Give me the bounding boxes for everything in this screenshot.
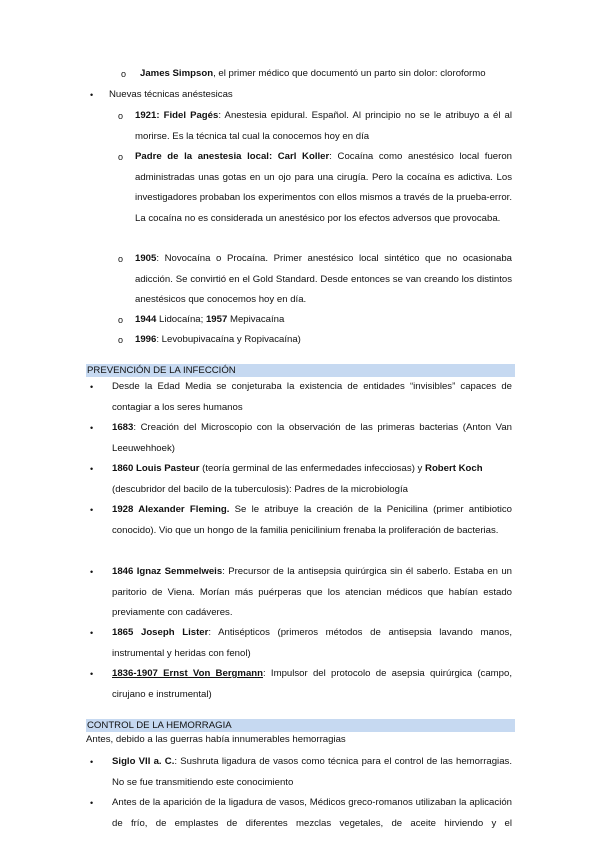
section-intro-hemorragia xyxy=(86,732,512,747)
list-item-greco-romanos xyxy=(90,793,512,834)
item-text: : Anestesia epidural. Español. Al principio no se le atribuyo a él al morirse. Es la técnica tal cual la conocemos hoy en día xyxy=(135,110,512,142)
item-bold: 1996 xyxy=(135,334,157,345)
sub-item-koller xyxy=(118,147,512,229)
section-heading-hemorragia: CONTROL DE LA HEMORRAGIA xyxy=(87,720,232,731)
list-item-lister xyxy=(90,623,512,664)
list-item-nuevas-tecnicas xyxy=(90,85,510,106)
circle-bullet-icon: o xyxy=(118,335,124,345)
item-bold: 1928 Alexander Fleming. xyxy=(112,504,230,515)
circle-bullet-icon: o xyxy=(121,69,127,79)
item-bold: 1683 xyxy=(112,422,134,433)
list-item-semmelweis xyxy=(90,562,512,624)
dot-bullet-icon: • xyxy=(90,567,94,577)
item-bold: 1865 Joseph Lister xyxy=(112,627,209,638)
list-item-edad-media xyxy=(90,377,512,418)
list-item-1683 xyxy=(90,418,512,459)
sub-item-1905 xyxy=(118,249,512,311)
dot-bullet-icon: • xyxy=(90,505,94,515)
item-bold: Siglo VII a. C. xyxy=(112,756,175,767)
item-text-2: Mepivacaína xyxy=(227,314,285,325)
list-item-sushruta xyxy=(90,752,512,793)
item-bold-2: Robert Koch xyxy=(425,463,483,474)
dot-bullet-icon: • xyxy=(90,757,94,767)
list-item-pasteur xyxy=(90,459,512,500)
section-heading-infeccion: PREVENCIÓN DE LA INFECCIÓN xyxy=(87,365,236,376)
item-bold-2: 1957 xyxy=(205,314,228,325)
item-text: Lidocaína; xyxy=(156,314,206,325)
item-text: Nuevas técnicas anéstesicas xyxy=(109,89,233,100)
dot-bullet-icon: • xyxy=(90,628,94,638)
item-text: : Levobupivacaína y Ropivacaína) xyxy=(156,334,301,345)
item-text: Desde la Edad Media se conjeturaba la existencia de entidades “invisibles” capaces de contagiar a los seres humanos xyxy=(112,381,512,413)
sub-item-1944 xyxy=(118,310,512,331)
item-text-2: (descubridor del bacilo de la tuberculosis): Padres de la microbiología xyxy=(112,483,408,495)
list-item-simpson xyxy=(121,64,521,85)
sub-item-1921 xyxy=(118,106,512,147)
circle-bullet-icon: o xyxy=(118,152,124,162)
item-bold: 1905 xyxy=(135,253,157,264)
item-text: , el primer médico que documentó un parto sin dolor: cloroformo xyxy=(213,68,486,79)
item-bold: 1860 Louis Pasteur xyxy=(112,463,200,474)
item-text: : Novocaína o Procaína. Primer anestésico local sintético que no ocasionaba adicción. Se convirtió en el Gold Standard. Desde entonces se van creando los distintos anestésicos que conocemos hoy en día. xyxy=(135,253,512,305)
item-bold: 1921: Fidel Pagés xyxy=(135,110,219,121)
dot-bullet-icon: • xyxy=(90,798,94,808)
intro-text: Antes, debido a las guerras había innumerables hemorragias xyxy=(86,734,346,745)
item-text: : Impulsor del protocolo de asepsia quirúrgica (campo, cirujano e instrumental) xyxy=(112,668,513,700)
item-text: Antes de la aparición de la ligadura de vasos, Médicos greco-romanos utilizaban la aplicación de frío, de emplastes de diferentes mezclas vegetales, de aceite hirviendo y el xyxy=(112,797,512,829)
dot-bullet-icon: • xyxy=(90,423,94,433)
item-text: : Antisépticos (primeros métodos de antisepsia lavando manos, instrumental y heridas con fenol) xyxy=(112,627,513,659)
item-bold-underlined: 1836-1907 Ernst Von Bergmann xyxy=(112,668,264,679)
item-text: : Sushruta ligadura de vasos como técnica para el control de las hemorragias. No se fue transmitiendo este conocimiento xyxy=(112,756,512,788)
dot-bullet-icon: • xyxy=(90,464,94,474)
circle-bullet-icon: o xyxy=(118,254,124,264)
dot-bullet-icon: • xyxy=(90,382,94,392)
sub-item-1996 xyxy=(118,330,512,351)
item-text: (teoría germinal de las enfermedades infecciosas) y xyxy=(199,463,426,474)
dot-bullet-icon: • xyxy=(90,669,94,679)
item-text: : Precursor de la antisepsia quirúrgica sin él saberlo. Estaba en un paritorio de Viena. Morían más puérperas que los atencian médicos que habían estado previamente con cadáveres. xyxy=(112,566,512,618)
item-bold: James Simpson xyxy=(140,68,214,79)
item-bold: Padre de la anestesia local: Carl Koller xyxy=(135,151,330,162)
item-bold: 1944 xyxy=(135,314,157,325)
item-text: : Creación del Microscopio con la observación de las primeras bacterias (Anton Van Leeuwehhoek) xyxy=(112,422,512,454)
list-item-bergmann xyxy=(90,664,512,705)
circle-bullet-icon: o xyxy=(118,111,124,121)
item-text: : Cocaína como anestésico local fueron administradas unas gotas en un ojo para una cirugía. Pero la cocaína es adictiva. Los investigadores probaban los experimentos con ellos mismos a través de la prueba-error. La cocaína no es considerada un anestésico por los efectos adversos que provocaba. xyxy=(135,151,512,224)
item-bold: 1846 Ignaz Semmelweis xyxy=(112,566,223,577)
list-item-fleming xyxy=(90,500,512,541)
dot-bullet-icon: • xyxy=(90,90,94,100)
circle-bullet-icon: o xyxy=(118,315,124,325)
item-text: Se le atribuye la creación de la Penicilina (primer antibiotico conocido). Vio que un hongo de la familia penicilinium frenaba la proliferación de bacterias. xyxy=(112,504,512,536)
